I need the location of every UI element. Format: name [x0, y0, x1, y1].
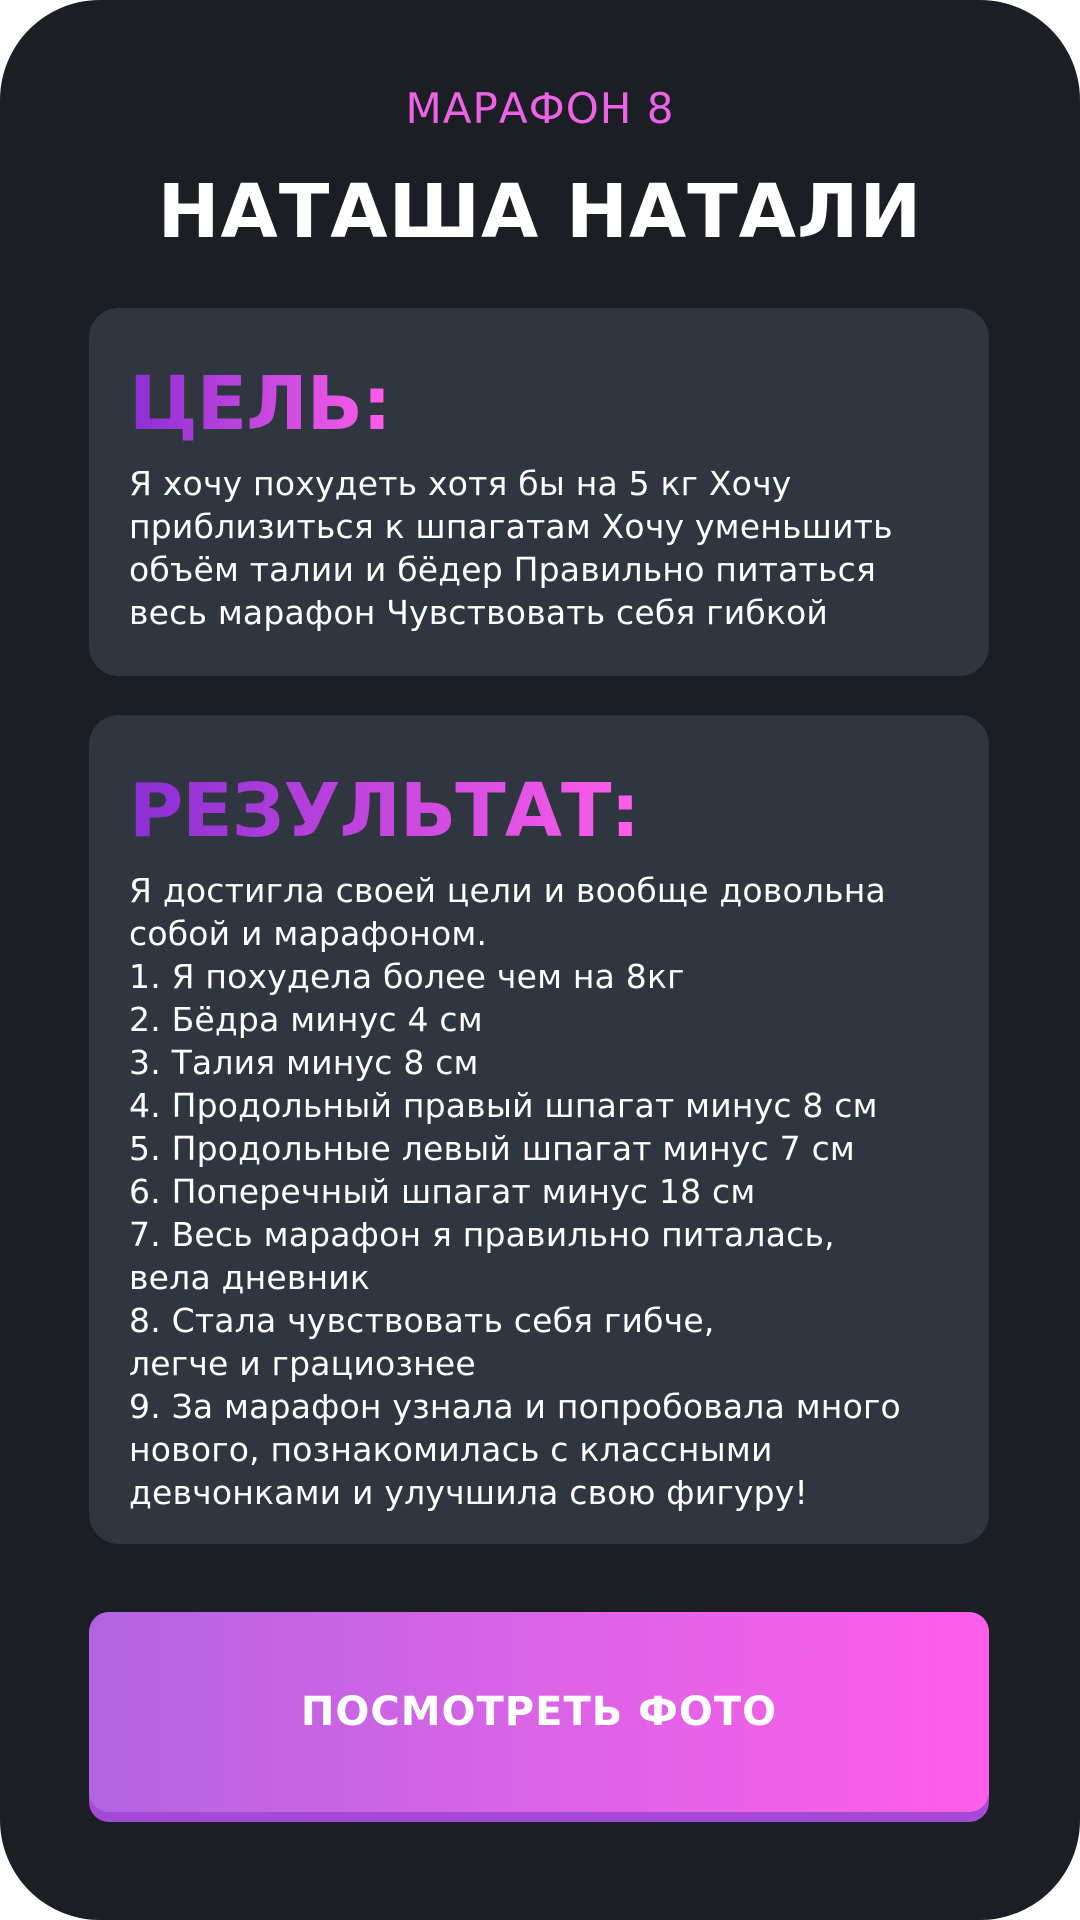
- result-heading: РЕЗУЛЬТАТ:: [129, 768, 640, 854]
- person-name: НАТАША НАТАЛИ: [157, 169, 923, 255]
- view-photo-button-label: ПОСМОТРЕТЬ ФОТО: [300, 1689, 778, 1735]
- goal-card: [89, 308, 989, 676]
- marathon-label: МАРАФОН 8: [405, 84, 675, 133]
- result-card: [89, 715, 989, 1544]
- view-photo-button-face: [89, 1612, 989, 1812]
- goal-text: Я хочу похудеть хотя бы на 5 кг Хочу приблизиться к шпагатам Хочу уменьшить объём талии и бёдер Правильно питаться весь марафон Чувствовать себя гибкой: [129, 464, 893, 632]
- result-text: Я достигла своей цели и вообще довольна собой и марафоном. 1. Я похудела более чем на 8кг 2. Бёдра минус 4 см 3. Талия минус 8 см 4. Продольный правый шпагат минус 8 см 5. Продольные левый шпагат минус 7 см 6. Поперечный шпагат минус 18 см 7. Весь марафон я правильно питалась, вела дневник 8. Стала чувствовать себя гибче, легче и грациознее 9. За марафон узнала и попробовала много нового, познакомилась с классными девчонками и улучшила свою фигуру!: [129, 871, 901, 1512]
- goal-heading: ЦЕЛЬ:: [129, 361, 391, 447]
- view-photo-button[interactable]: [89, 1612, 989, 1822]
